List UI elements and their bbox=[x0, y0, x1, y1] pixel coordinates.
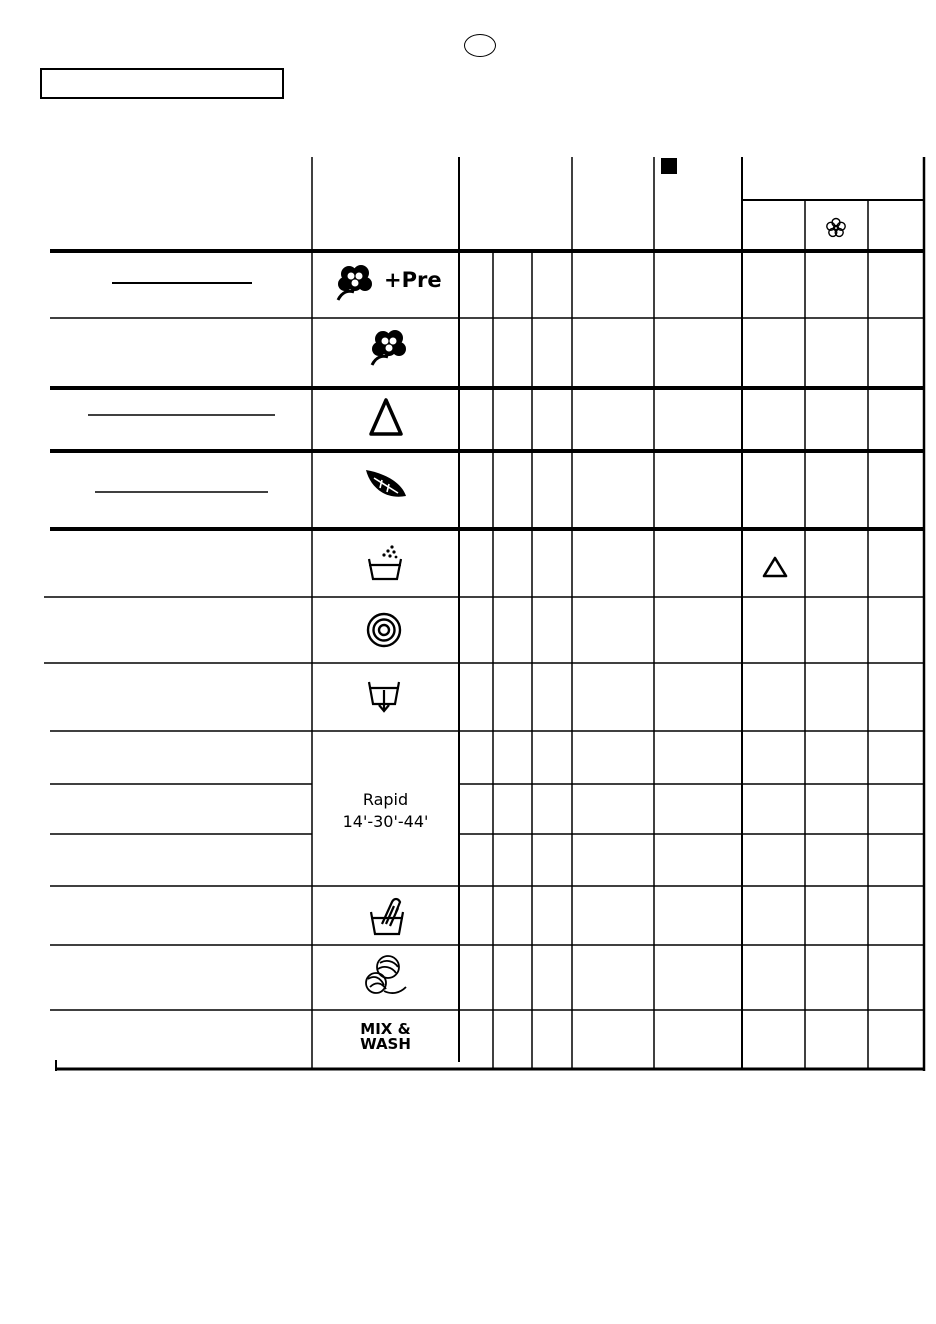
hand-wash-icon bbox=[368, 894, 408, 938]
cotton-icon bbox=[366, 327, 414, 369]
mix-line2: WASH bbox=[360, 1035, 411, 1053]
flower-icon bbox=[824, 216, 848, 240]
drain-icon bbox=[366, 676, 402, 716]
triangle-outline-icon bbox=[762, 556, 788, 578]
rinse-icon bbox=[366, 543, 404, 583]
feather-icon bbox=[362, 466, 410, 506]
cotton-icon bbox=[332, 262, 380, 304]
rapid-name: Rapid bbox=[362, 790, 409, 809]
rapid-label bbox=[312, 789, 459, 833]
mix-wash-label bbox=[312, 1022, 459, 1052]
filled-square-icon bbox=[661, 158, 677, 174]
pre-label: +Pre bbox=[384, 268, 442, 292]
wool-icon bbox=[362, 951, 410, 999]
mix-line1: MIX & bbox=[360, 1020, 411, 1038]
synthetics-triangle-icon bbox=[368, 397, 404, 439]
rapid-times: 14'-30'-44' bbox=[342, 812, 429, 831]
spin-spiral-icon bbox=[364, 610, 404, 650]
